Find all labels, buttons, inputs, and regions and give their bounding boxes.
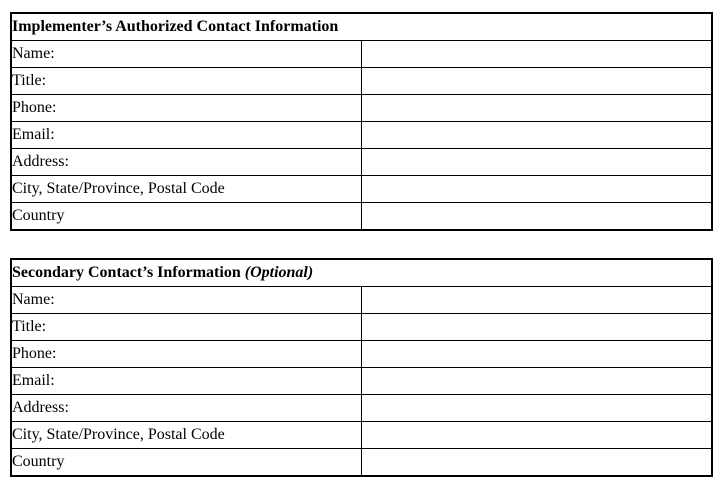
field-label-country: Country (11, 203, 362, 231)
secondary-contact-table (10, 258, 713, 477)
table-row (11, 68, 712, 95)
table-row (11, 287, 712, 314)
table-row (11, 203, 712, 231)
table-header-title: Secondary Contact’s Information (12, 264, 241, 281)
field-value-phone[interactable] (362, 341, 713, 368)
implementer-contact-table (10, 12, 713, 231)
field-label-phone: Phone: (11, 341, 362, 368)
field-label-name: Name: (11, 41, 362, 68)
table-row (11, 314, 712, 341)
field-value-title[interactable] (362, 314, 713, 341)
field-label-title: Title: (11, 314, 362, 341)
field-value-address[interactable] (362, 395, 713, 422)
field-label-email: Email: (11, 122, 362, 149)
field-label-name: Name: (11, 287, 362, 314)
table-header (11, 13, 712, 41)
field-value-name[interactable] (362, 41, 713, 68)
field-label-address: Address: (11, 395, 362, 422)
field-label-email: Email: (11, 368, 362, 395)
field-label-address: Address: (11, 149, 362, 176)
field-value-country[interactable] (362, 203, 713, 231)
table-row (11, 122, 712, 149)
field-value-name[interactable] (362, 287, 713, 314)
table-header-row (11, 13, 712, 41)
table-row (11, 95, 712, 122)
table-row (11, 395, 712, 422)
table-header-suffix: (Optional) (244, 264, 314, 281)
table-row (11, 368, 712, 395)
table-row (11, 449, 712, 477)
table-row (11, 422, 712, 449)
field-label-city-state-postal: City, State/Province, Postal Code (11, 176, 362, 203)
field-value-email[interactable] (362, 368, 713, 395)
table-row (11, 176, 712, 203)
table-header (11, 259, 712, 287)
field-value-phone[interactable] (362, 95, 713, 122)
table-row (11, 41, 712, 68)
table-row (11, 149, 712, 176)
field-value-address[interactable] (362, 149, 713, 176)
table-header-row (11, 259, 712, 287)
field-value-title[interactable] (362, 68, 713, 95)
field-label-country: Country (11, 449, 362, 477)
table-header-title: Implementer’s Authorized Contact Information (12, 18, 339, 35)
field-value-city-state-postal[interactable] (362, 422, 713, 449)
field-label-phone: Phone: (11, 95, 362, 122)
field-value-city-state-postal[interactable] (362, 176, 713, 203)
field-value-email[interactable] (362, 122, 713, 149)
field-value-country[interactable] (362, 449, 713, 477)
field-label-city-state-postal: City, State/Province, Postal Code (11, 422, 362, 449)
table-row (11, 341, 712, 368)
field-label-title: Title: (11, 68, 362, 95)
